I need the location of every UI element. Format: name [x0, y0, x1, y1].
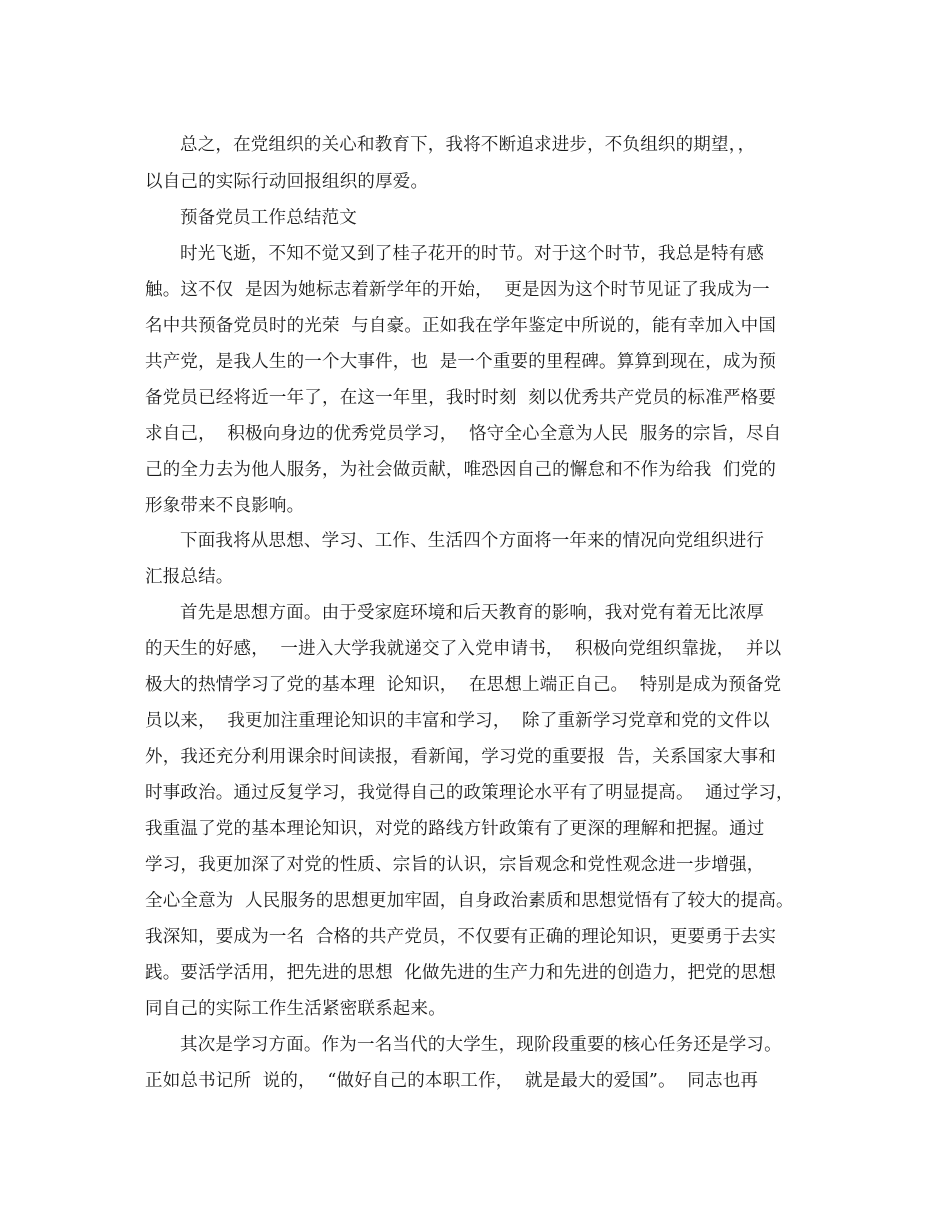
text-line: 名中共预备党员时的光荣 与自豪。正如我在学年鉴定中所说的，能有幸加入中国 — [145, 316, 777, 336]
text-line: 备党员已经将近一年了，在这一年里，我时时刻 刻以优秀共产党员的标准严格要 — [145, 388, 777, 408]
text-line: 极大的热情学习了党的基本理 论知识， 在思想上端正自己。 特别是成为预备党 — [145, 675, 782, 695]
text-line: 己的全力去为他人服务，为社会做贡献，唯恐因自己的懈怠和不作为给我 们党的 — [145, 460, 777, 480]
text-line: 时光飞逝，不知不觉又到了桂子花开的时节。对于这个时节，我总是特有感 — [180, 244, 765, 264]
text-line: 共产党，是我人生的一个大事件，也 是一个重要的里程碑。算算到现在，成为预 — [145, 352, 777, 372]
text-line: 求自己， 积极向身边的优秀党员学习， 恪守全心全意为人民 服务的宗旨，尽自 — [145, 424, 782, 444]
text-line: 总之，在党组织的关心和教育下，我将不断追求进步，不负组织的期望，， — [180, 135, 756, 155]
text-line: 践。要活学活用，把先进的思想 化做先进的生产力和先进的创造力，把党的思想 — [145, 963, 777, 983]
text-line: 时事政治。通过反复学习，我觉得自己的政策理论水平有了明显提高。 通过学习， — [145, 783, 794, 803]
text-line: 形象带来不良影响。 — [145, 496, 305, 516]
text-line: 正如总书记所 说的， “做好自己的本职工作， 就是最大的爱国”。 同志也再 — [145, 1071, 759, 1091]
text-line: 学习，我更加深了对党的性质、宗旨的认识，宗旨观念和党性观念进一步增强， — [145, 855, 765, 875]
text-line: 首先是思想方面。由于受家庭环境和后天教育的影响，我对党有着无比浓厚 — [180, 603, 765, 623]
text-line: 我重温了党的基本理论知识，对党的路线方针政策有了更深的理解和把握。通过 — [145, 819, 765, 839]
text-line: 的天生的好感， 一进入大学我就递交了入党申请书， 积极向党组织靠拢， 并以 — [145, 639, 782, 659]
text-line: 其次是学习方面。作为一名当代的大学生，现阶段重要的核心任务还是学习。 — [180, 1035, 782, 1055]
text-line: 员以来， 我更加注重理论知识的丰富和学习， 除了重新学习党章和党的文件以 — [145, 711, 770, 731]
text-line: 我深知，要成为一名 合格的共产党员，不仅要有正确的理论知识，更要勇于去实 — [145, 927, 777, 947]
text-line: 同自己的实际工作生活紧密联系起来。 — [145, 999, 446, 1019]
section-heading: 预备党员工作总结范文 — [180, 208, 357, 228]
text-line: 汇报总结。 — [145, 567, 234, 587]
text-line: 下面我将从思想、学习、工作、生活四个方面将一年来的情况向党组织进行 — [180, 531, 765, 551]
text-line: 以自己的实际行动回报组织的厚爱。 — [145, 172, 429, 192]
text-line: 外，我还充分利用课余时间读报，看新闻，学习党的重要报 告，关系国家大事和 — [145, 747, 777, 767]
text-line: 全心全意为 人民服务的思想更加牢固，自身政治素质和思想觉悟有了较大的提高。 — [145, 891, 794, 911]
text-line: 触。这不仅 是因为她标志着新学年的开始， 更是因为这个时节见证了我成为一 — [145, 280, 770, 300]
